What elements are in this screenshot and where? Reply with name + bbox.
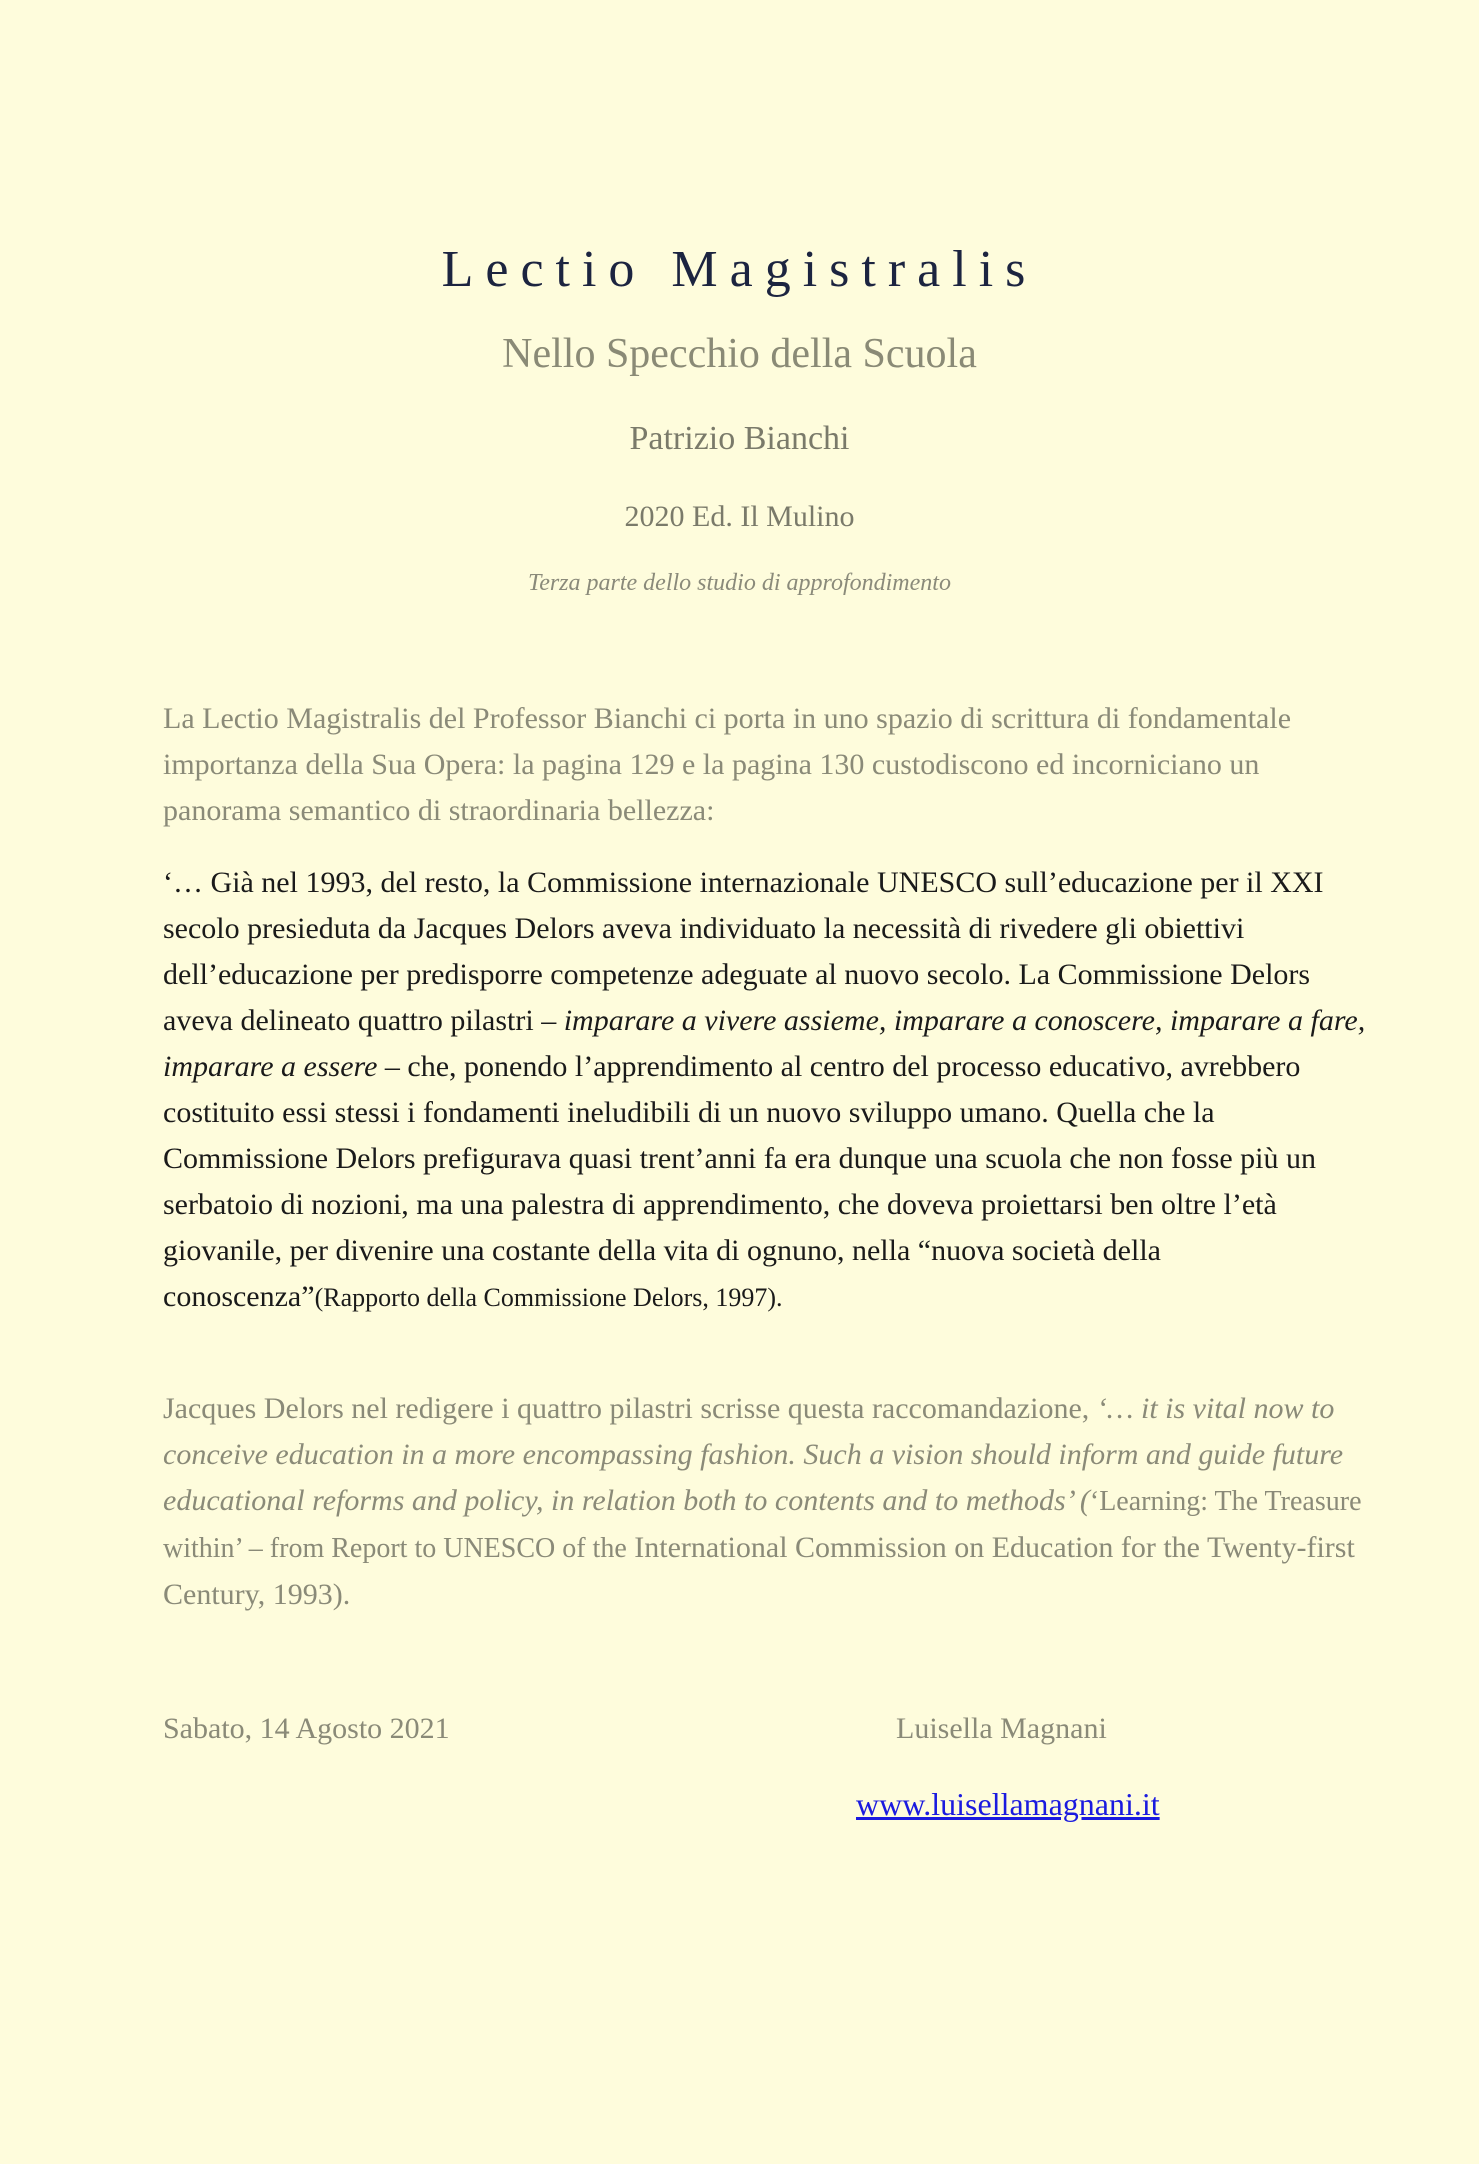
book-edition: 2020 Ed. Il Mulino — [624, 500, 855, 533]
book-author: Patrizio Bianchi — [629, 420, 850, 457]
delors-citation-source: ‘Learning: The Treasure within’ – from Report to UNESCO of the — [163, 1486, 1362, 1564]
delors-citation-rest: International Commission on Education for the Twenty-first Century, 1993). — [163, 1531, 1355, 1611]
quote-text-part2: – che, ponendo l’apprendimento al centro del processo educativo, avrebbero costituito essi stessi i fondamenti ineludibili di un nuovo sviluppo umano. Quella che la Commissione Delors prefigurava quasi trent’anni fa era dunque una scuola che non fosse più un serbatoio di nozioni, ma una palestra di apprendimento, che doveva proiettarsi ben oltre l’età giovanile, per divenire una costante della vita di ognuno, nella “nuova società della conoscenza” — [163, 1050, 1317, 1313]
document-subtitle: Nello Specchio della Scuola — [502, 331, 977, 377]
delors-intro-text: Jacques Delors nel redigere i quattro pilastri scrisse questa raccomandazione, — [163, 1392, 1097, 1425]
author-signature: Luisella Magnani — [896, 1712, 1107, 1745]
delors-quote-italic: ‘… it is vital now to conceive education in a more encompassing fashion. Such a vision should inform and guide future educational reforms and policy, in relation both to contents and to methods’ — [163, 1392, 1344, 1517]
quote-paragraph — [163, 860, 1373, 1321]
delors-paragraph — [163, 1386, 1373, 1618]
document-date: Sabato, 14 Agosto 2021 — [163, 1712, 450, 1745]
website-link[interactable]: www.luisellamagnani.it — [856, 1786, 1160, 1822]
intro-paragraph: La Lectio Magistralis del Professor Bianchi ci porta in uno spazio di scrittura di fondamentale importanza della Sua Opera: la pagina 129 e la pagina 130 custodiscono ed incorniciano un panorama semantico di straordinaria bellezza: — [163, 702, 1292, 827]
delors-citation-open: ( — [1072, 1484, 1090, 1517]
quote-text-part1: ‘… Già nel 1993, del resto, la Commissione internazionale UNESCO sull’educazione per il XXI secolo presieduta da Jacques Delors aveva individuato la necessità di rivedere gli obiettivi dell’educazione per predisporre competenze adeguate al nuovo secolo. La Commissione Delors aveva delineato quattro pilastri – — [163, 866, 1324, 1037]
study-note: Terza parte dello studio di approfondimento — [528, 570, 951, 596]
quote-italic-pillars: imparare a vivere assieme, imparare a conoscere, imparare a fare, imparare a essere — [163, 1004, 1366, 1083]
document-title: Lectio Magistralis — [441, 241, 1038, 298]
quote-citation: (Rapporto della Commissione Delors, 1997). — [314, 1283, 783, 1312]
